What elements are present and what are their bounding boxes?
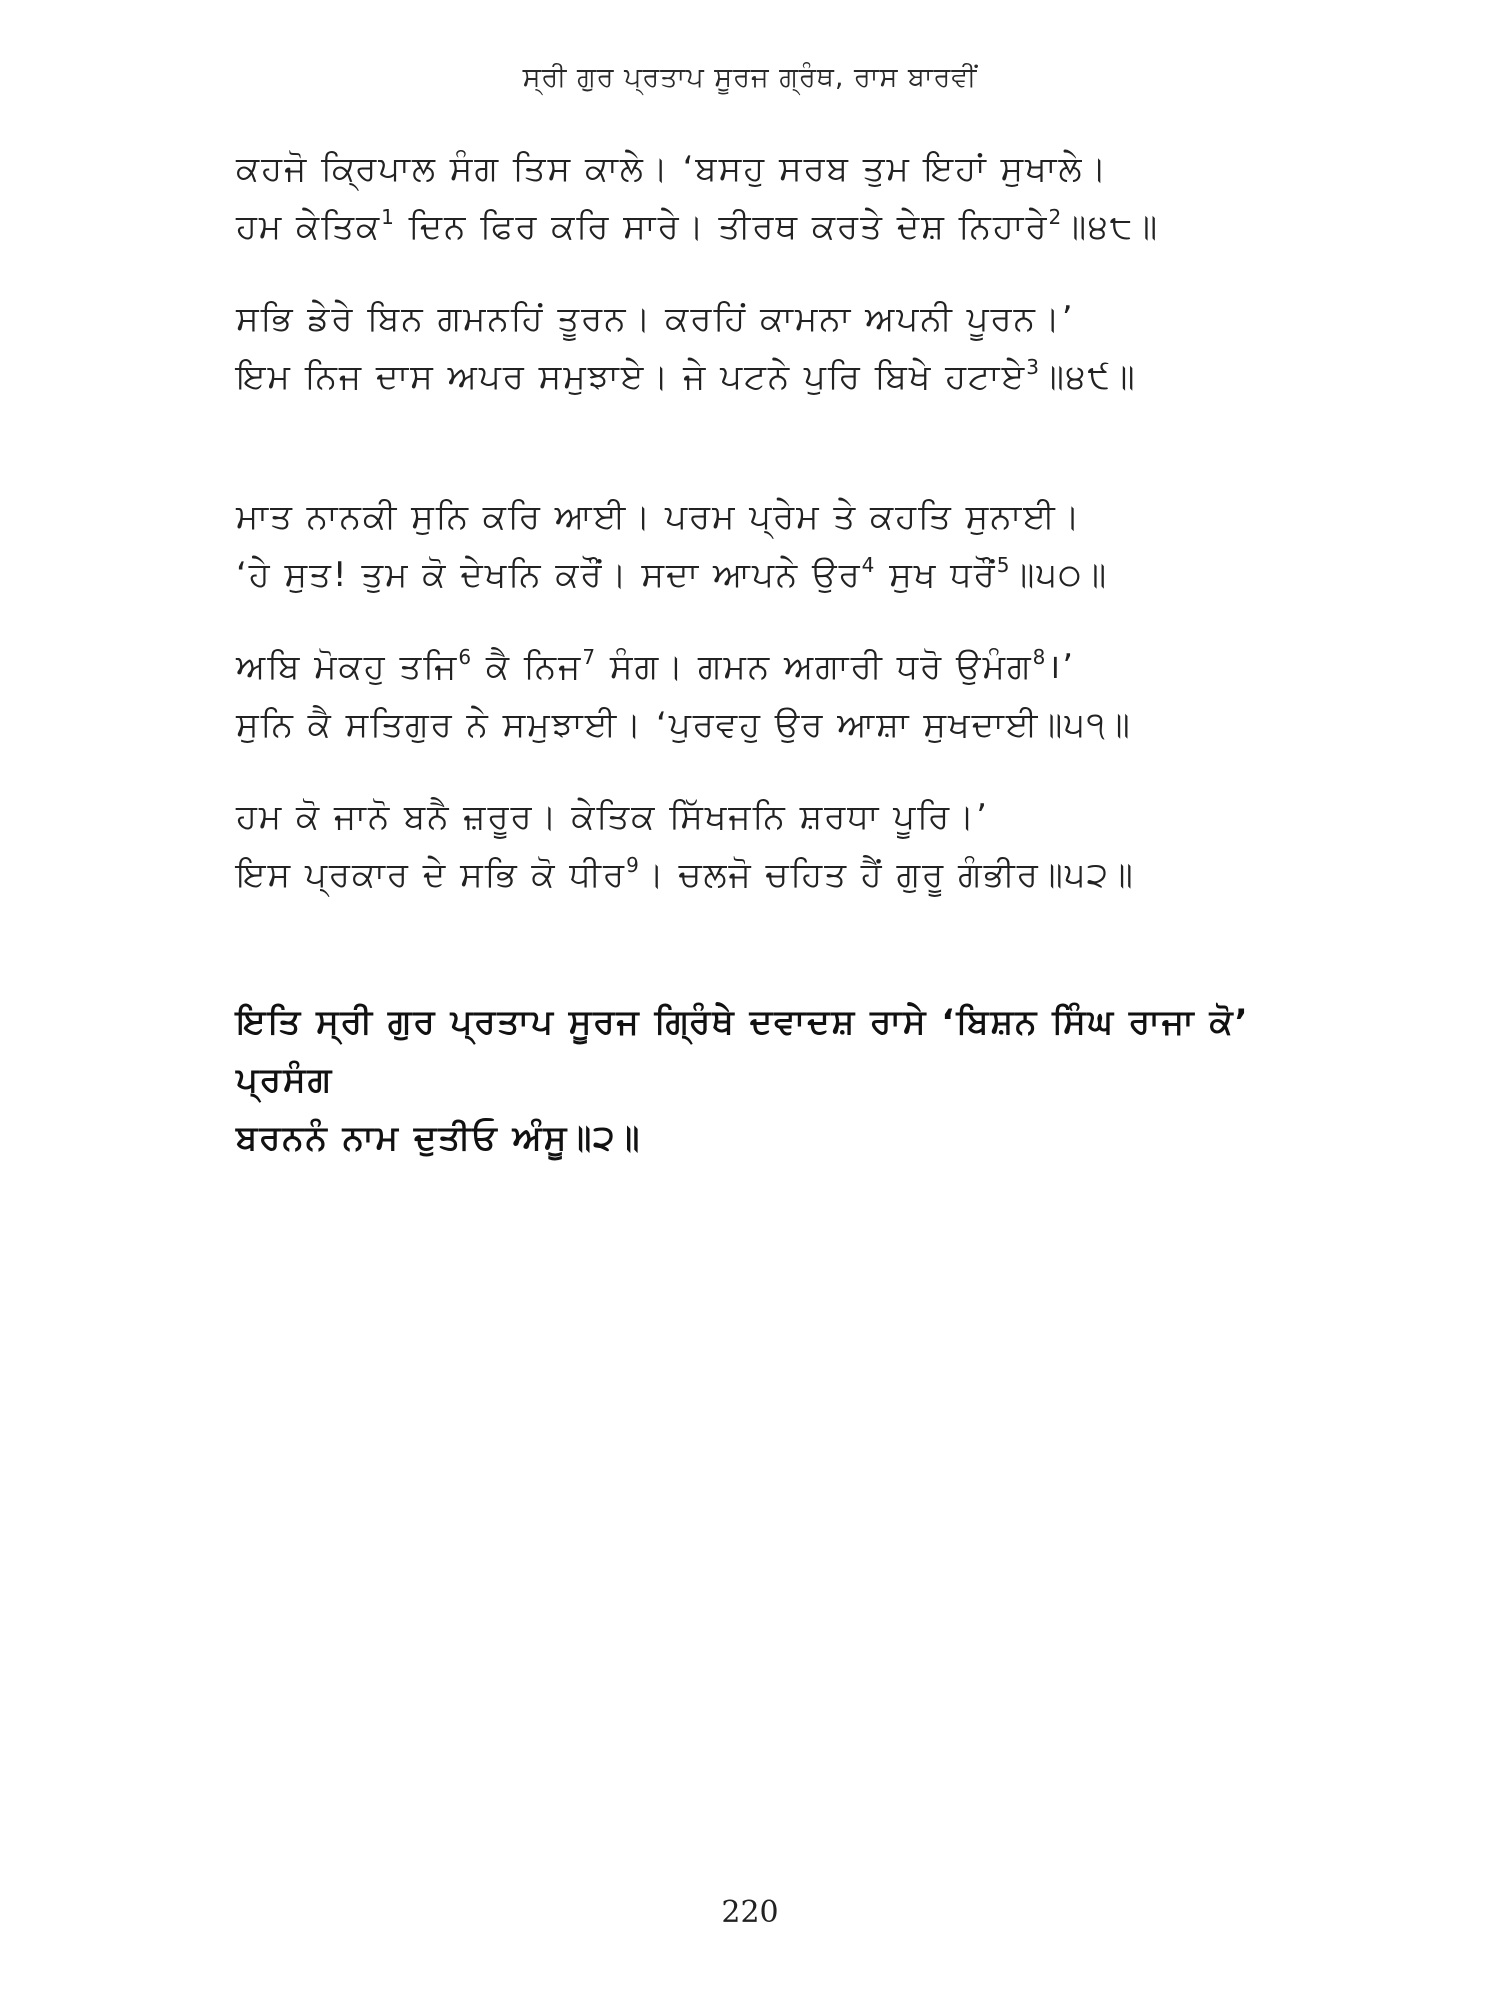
footnote-marker: 5 <box>996 553 1012 577</box>
verse-text: ॥੪੮॥ <box>1063 207 1160 247</box>
verse-text: ਅਬਿ ਮੋਕਹੁ ਤਜਿ <box>236 647 459 687</box>
footnote-marker: 4 <box>861 553 877 577</box>
verse-text: ਸਭਿ ਡੇਰੇ ਬਿਨ ਗਮਨਹਿਂ ਤੂਰਨ। ਕਰਹਿਂ ਕਾਮਨਾ ਅਪਨੀ ਪੂਰਨ।’ <box>236 299 1075 339</box>
verse-text: ਦਿਨ ਫਿਰ ਕਰਿ ਸਾਰੇ। ਤੀਰਥ ਕਰਤੇ ਦੇਸ਼ ਨਿਹਾਰੇ <box>395 207 1049 247</box>
verse-text: ਸੁਖ ਧਰੌਂ <box>876 555 997 595</box>
footnote-marker: 8 <box>1032 645 1048 669</box>
footnote-marker: 7 <box>582 645 598 669</box>
verse-text: । ਚਲਜੋ ਚਹਿਤ ਹੈਂ ਗੁਰੂ ਗੰਭੀਰ॥੫੨॥ <box>640 855 1135 895</box>
stanza-50 <box>236 488 1336 604</box>
verse-text: ਇਮ ਨਿਜ ਦਾਸ ਅਪਰ ਸਮੁਝਾਏ। ਜੇ ਪਟਨੇ ਪੁਰਿ ਬਿਖੇ ਹਟਾਏ <box>236 357 1027 397</box>
stanza-48 <box>236 140 1336 256</box>
verse-text: ‘ਹੇ ਸੁਤ! ਤੁਮ ਕੋ ਦੇਖਨਿ ਕਰੌਂ। ਸਦਾ ਆਪਨੇ ਉਰ <box>236 555 862 595</box>
verse-line <box>236 140 1336 198</box>
colophon-line-1: ਇਤਿ ਸ੍ਰੀ ਗੁਰ ਪ੍ਰਤਾਪ ਸੂਰਜ ਗ੍ਰਿੰਥੇ ਦਵਾਦਸ਼ ਰਾਸੇ ‘ਬਿਸ਼ਨ ਸਿੰਘ ਰਾਜਾ ਕੋ’ ਪ੍ਰਸੰਗ <box>236 1002 1250 1100</box>
stanza-51 <box>236 638 1336 754</box>
chapter-colophon <box>236 993 1316 1167</box>
running-header: ਸ੍ਰੀ ਗੁਰ ਪ੍ਰਤਾਪ ਸੂਰਜ ਗ੍ਰੰਥ, ਰਾਸ ਬਾਰਵੀਂ <box>522 62 978 93</box>
verse-line <box>236 488 1336 546</box>
footnote-marker: 2 <box>1048 205 1064 229</box>
verse-line <box>236 788 1336 846</box>
verse-line <box>236 846 1336 904</box>
stanza-52 <box>236 788 1336 904</box>
verse-text: ਸੁਨਿ ਕੈ ਸਤਿਗੁਰ ਨੇ ਸਮੁਝਾਈ। ‘ਪੁਰਵਹੁ ਉਰ ਆਸ਼ਾ ਸੁਖਦਾਈ॥੫੧॥ <box>236 705 1132 745</box>
footnote-marker: 9 <box>626 853 641 877</box>
verse-text: ਮਾਤ ਨਾਨਕੀ ਸੁਨਿ ਕਰਿ ਆਈ। ਪਰਮ ਪ੍ਰੇਮ ਤੇ ਕਹਤਿ ਸੁਨਾਈ। <box>236 497 1082 537</box>
verse-text: ਕੈ ਨਿਜ <box>473 647 583 687</box>
verse-line <box>236 348 1336 406</box>
verse-line <box>236 198 1336 256</box>
page-number: 220 <box>721 1895 779 1930</box>
verse-text: ਕਹਜੋ ਕ੍ਰਿਪਾਲ ਸੰਗ ਤਿਸ ਕਾਲੇ। ‘ਬਸਹੁ ਸਰਬ ਤੁਮ ਇਹਾਂ ਸੁਖਾਲੇ। <box>236 149 1109 189</box>
verse-text: ਇਸ ਪ੍ਰਕਾਰ ਦੇ ਸਭਿ ਕੋ ਧੀਰ <box>236 855 627 895</box>
colophon-line-2: ਬਰਨਨੰ ਨਾਮ ਦੁਤੀਓ ਅੰਸੂ॥੨॥ <box>236 1118 642 1158</box>
verse-text: ਹਮ ਕੋ ਜਾਨੋ ਬਨੈ ਜ਼ਰੂਰ। ਕੇਤਿਕ ਸਿੱਖਜਨਿ ਸ਼ਰਧਾ ਪੂਰਿ।’ <box>236 797 989 837</box>
verse-text: ॥੪੯॥ <box>1040 357 1137 397</box>
verse-text: ਸੰਗ। ਗਮਨ ਅਗਾਰੀ ਧਰੋ ਉਮੰਗ <box>597 647 1033 687</box>
footnote-marker: 1 <box>381 205 396 229</box>
stanza-49 <box>236 290 1336 406</box>
verse-line <box>236 638 1336 696</box>
verse-line <box>236 696 1336 754</box>
verse-text: ਹਮ ਕੇਤਿਕ <box>236 207 382 247</box>
verse-line <box>236 290 1336 348</box>
footnote-marker: 3 <box>1026 355 1041 379</box>
verse-text: ॥੫੦॥ <box>1011 555 1109 595</box>
verse-line <box>236 546 1336 604</box>
verse-text: ।’ <box>1047 647 1076 687</box>
footnote-marker: 6 <box>458 645 474 669</box>
